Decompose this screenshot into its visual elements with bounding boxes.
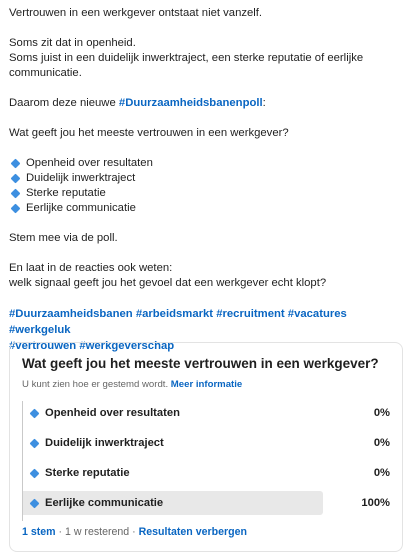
- poll-option-percent: 0%: [373, 437, 390, 449]
- poll-option-label: Eerlijke communicatie: [45, 497, 164, 509]
- bullet-item: [9, 156, 403, 171]
- bullet-label: Openheid over resultaten: [26, 157, 153, 169]
- post-line-3: Soms juist in een duidelijk inwerktraject, een sterke reputatie of eerlijke communicatie.: [9, 52, 364, 79]
- post-intro-suffix: :: [262, 97, 266, 109]
- bullet-label: Duidelijk inwerktraject: [26, 172, 136, 184]
- footer-separator: ·: [55, 526, 65, 538]
- hashtag-duurzaamheidsbanen[interactable]: #Duurzaamheidsbanen: [9, 308, 133, 320]
- poll-option-percent: 0%: [373, 407, 390, 419]
- more-info-link[interactable]: Meer informatie: [170, 379, 243, 390]
- poll-option-percent: 100%: [361, 497, 390, 509]
- poll-note-text: U kunt zien hoe er gestemd wordt.: [22, 379, 169, 390]
- poll-option-label: Duidelijk inwerktraject: [45, 437, 164, 449]
- poll-footer: [22, 526, 247, 538]
- post-reaction-line-2: welk signaal geeft jou het gevoel dat een werkgever echt klopt?: [9, 277, 327, 289]
- post-reaction-line-1: En laat in de reacties ook weten:: [9, 262, 173, 274]
- poll-option-label: Sterke reputatie: [45, 467, 130, 479]
- small-blue-diamond-icon: [30, 468, 40, 478]
- small-blue-diamond-icon: [30, 498, 40, 508]
- post-cta: Stem mee via de poll.: [9, 232, 118, 244]
- bullet-item: [9, 186, 403, 201]
- small-blue-diamond-icon: [11, 189, 21, 199]
- post-body: [9, 6, 403, 354]
- hashtag-werkgeluk[interactable]: #werkgeluk: [9, 324, 71, 336]
- time-remaining: 1 w resterend: [65, 526, 130, 538]
- bullet-item: [9, 201, 403, 216]
- post-intro-prefix: Daarom deze nieuwe: [9, 97, 119, 109]
- footer-separator: ·: [129, 526, 139, 538]
- small-blue-diamond-icon: [11, 159, 21, 169]
- small-blue-diamond-icon: [30, 438, 40, 448]
- hashtag-poll-link[interactable]: #Duurzaamheidsbanenpoll: [118, 97, 263, 109]
- vote-count-link[interactable]: 1 stem: [22, 526, 56, 538]
- hide-results-button[interactable]: Resultaten verbergen: [138, 526, 247, 538]
- hashtag-vacatures[interactable]: #vacatures: [287, 308, 347, 320]
- poll-visibility-note: [22, 379, 390, 391]
- post-question: Wat geeft jou het meeste vertrouwen in een werkgever?: [9, 127, 289, 139]
- poll-option-label: Openheid over resultaten: [45, 407, 180, 419]
- poll-option: [23, 491, 392, 515]
- post-intro: [9, 96, 403, 111]
- bullet-item: [9, 171, 403, 186]
- hashtag-vertrouwen[interactable]: #vertrouwen: [9, 340, 77, 352]
- poll-question: Wat geeft jou het meeste vertrouwen in een werkgever?: [22, 356, 379, 371]
- small-blue-diamond-icon: [11, 174, 21, 184]
- hashtag-arbeidsmarkt[interactable]: #arbeidsmarkt: [135, 308, 214, 320]
- poll-option: [23, 461, 392, 485]
- bullet-label: Eerlijke communicatie: [26, 202, 136, 214]
- poll-options: [22, 401, 392, 521]
- poll-option: [23, 431, 392, 455]
- poll-option-percent: 0%: [373, 467, 390, 479]
- poll-option: [23, 401, 392, 425]
- hashtag-werkgeverschap[interactable]: #werkgeverschap: [79, 340, 175, 352]
- bullet-label: Sterke reputatie: [26, 187, 106, 199]
- small-blue-diamond-icon: [30, 408, 40, 418]
- post-line-2: Soms zit dat in openheid.: [9, 37, 136, 49]
- post-line-1: Vertrouwen in een werkgever ontstaat niet vanzelf.: [9, 7, 263, 19]
- small-blue-diamond-icon: [11, 204, 21, 214]
- poll-card: [9, 342, 403, 552]
- hashtag-recruitment[interactable]: #recruitment: [216, 308, 285, 320]
